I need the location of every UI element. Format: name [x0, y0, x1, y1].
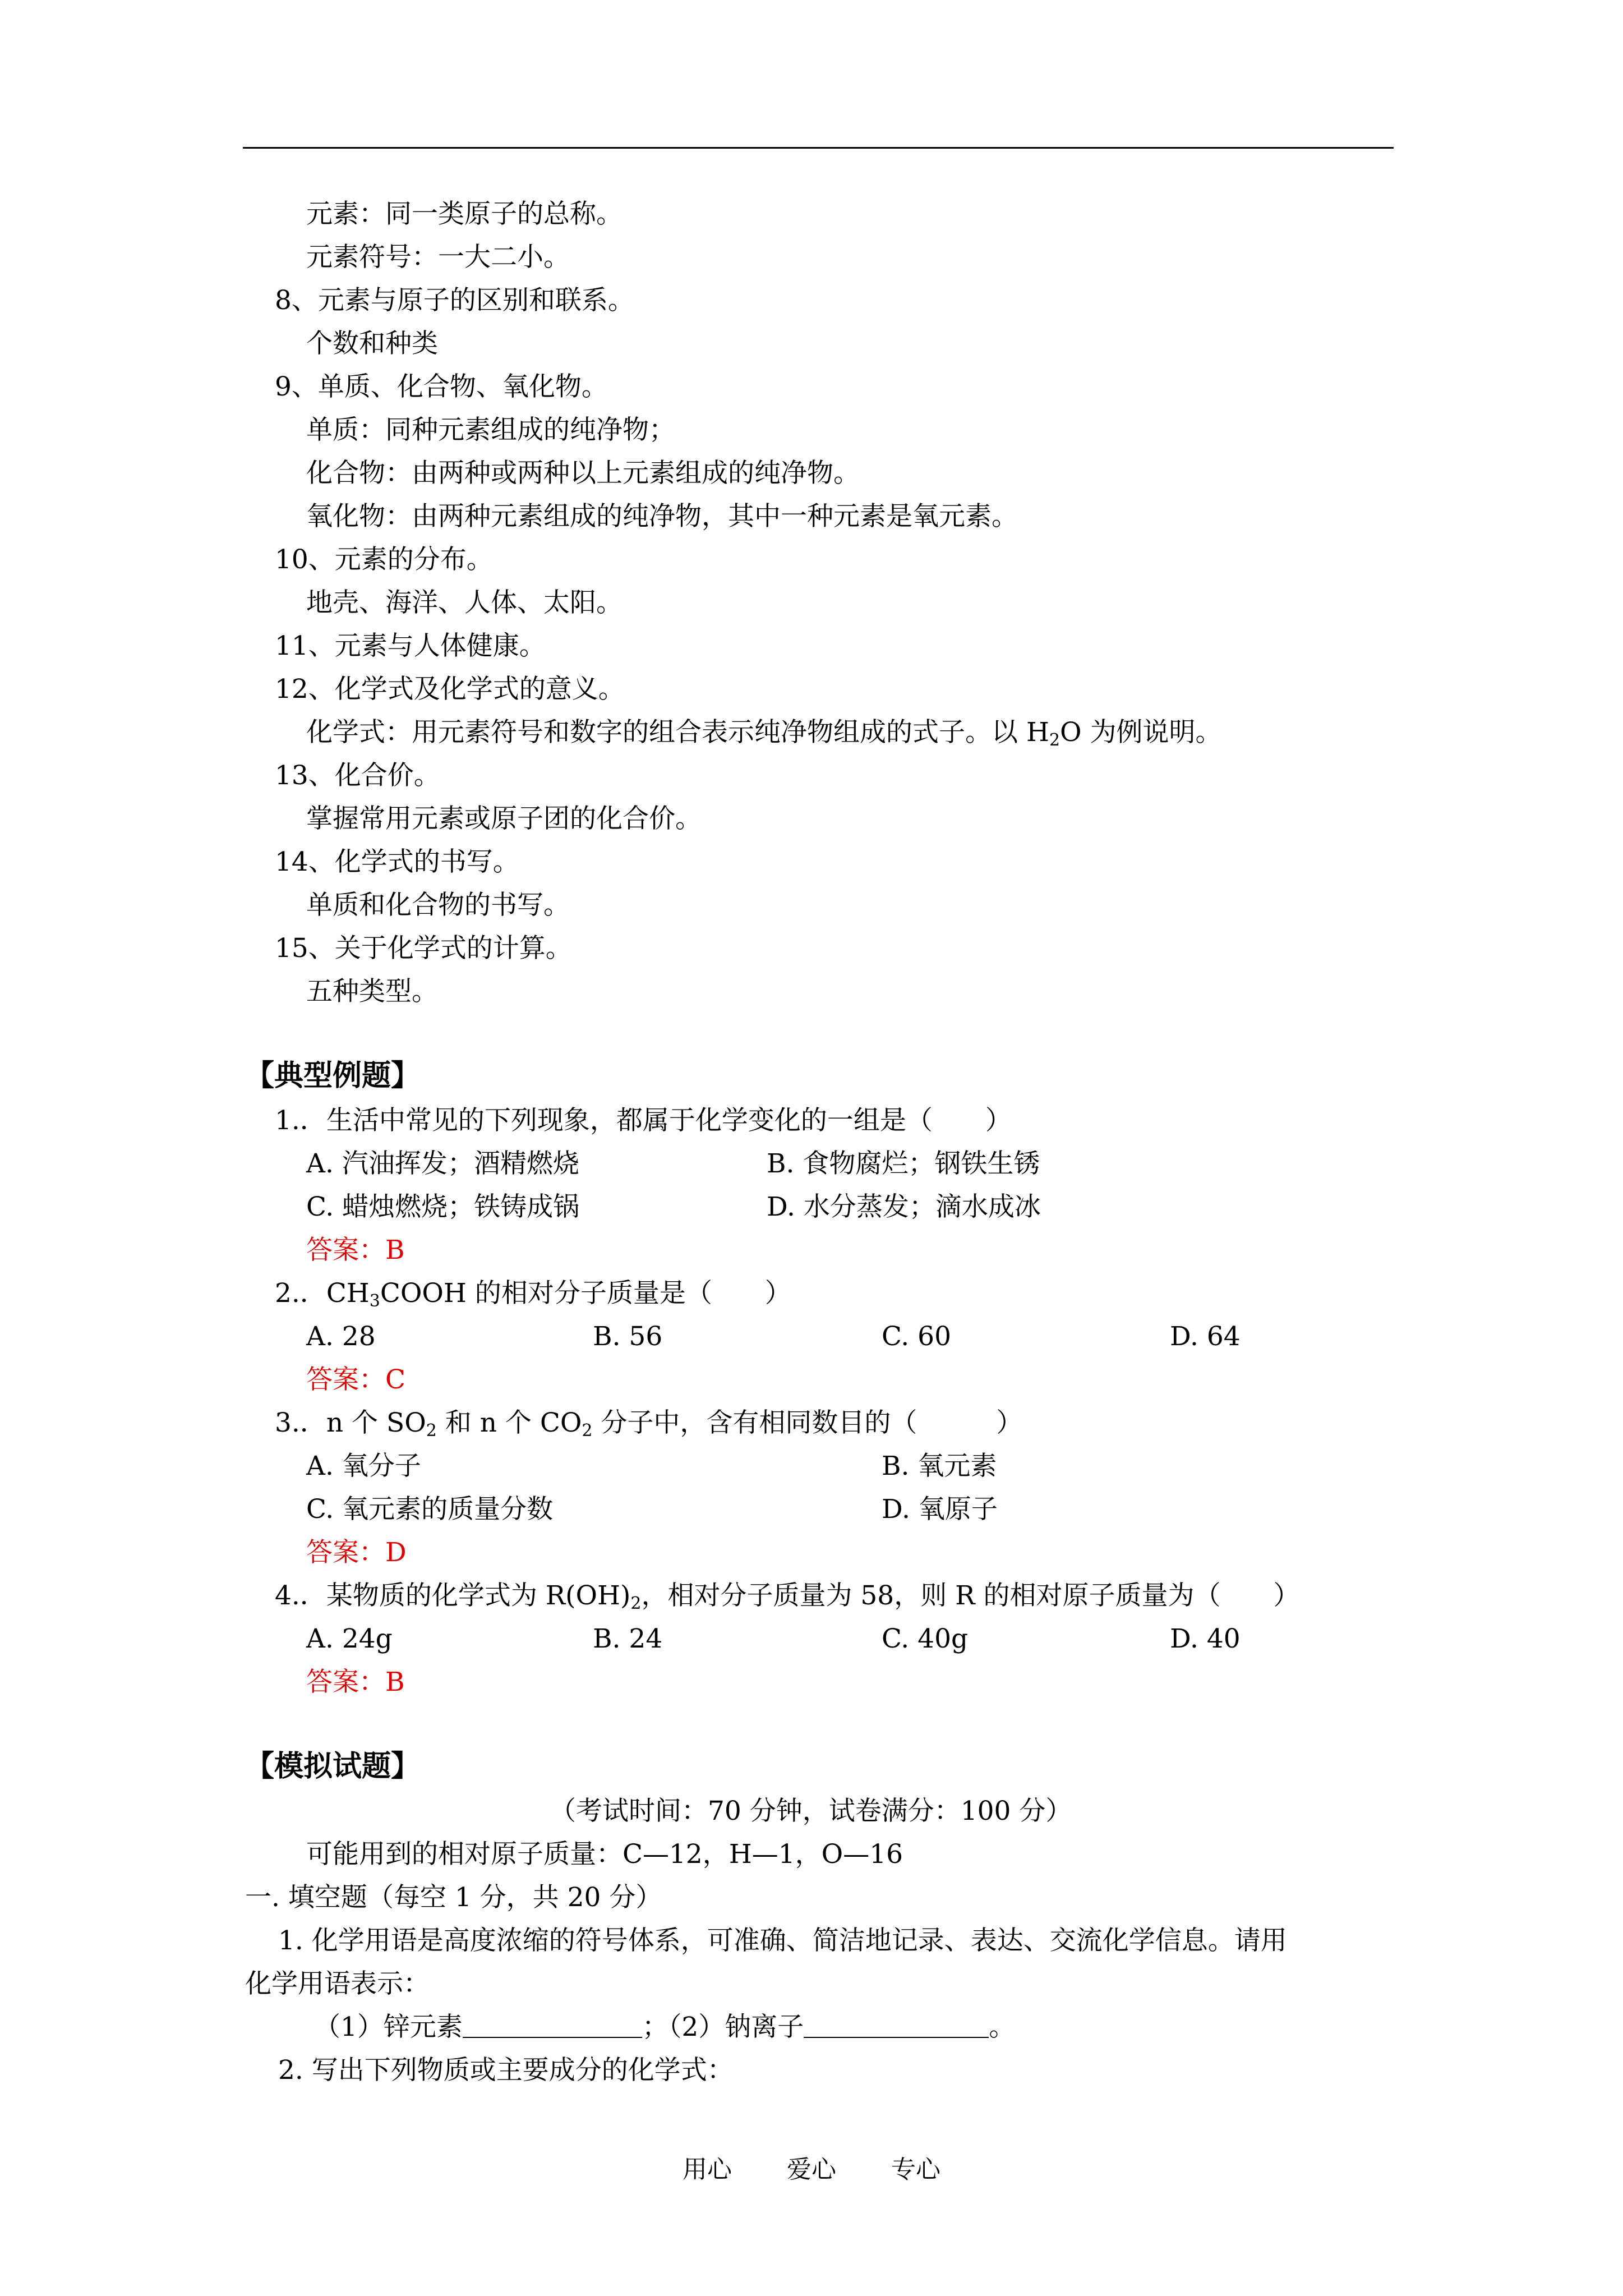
page-footer [0, 2153, 1623, 2187]
answer-blank[interactable] [804, 2014, 989, 2038]
fill-in-line: （1）锌元素 ；（2）钠离子 。 [314, 2012, 1016, 2042]
note-line: 个数和种类 [306, 328, 438, 359]
note-line: 15、关于化学式的计算。 [275, 933, 572, 964]
note-line: 元素符号：一大二小。 [306, 242, 570, 273]
footer-text: 专心 [891, 2155, 940, 2184]
note-line: 单质和化合物的书写。 [306, 890, 570, 921]
option-a: A. 汽油挥发；酒精燃烧 [306, 1148, 579, 1179]
answer: 答案：C [306, 1364, 405, 1395]
note-line: 掌握常用元素或原子团的化合价。 [306, 803, 702, 834]
option-b: B. 56 [593, 1321, 663, 1352]
note-line: 单质：同种元素组成的纯净物； [306, 415, 675, 445]
note-line: 9、单质、化合物、氧化物。 [275, 371, 608, 402]
answer: 答案：D [306, 1537, 407, 1568]
note-line: 化合物：由两种或两种以上元素组成的纯净物。 [306, 458, 860, 489]
option-c: C. 40g [882, 1623, 969, 1654]
note-line: 8、元素与原子的区别和联系。 [275, 285, 634, 316]
footer-text: 用心 [683, 2155, 732, 2184]
answer: 答案：B [306, 1235, 405, 1266]
header-rule [243, 147, 1394, 149]
exam-info: （考试时间：70 分钟，试卷满分：100 分） [550, 1796, 1072, 1826]
option-c: C. 氧元素的质量分数 [306, 1494, 554, 1525]
option-c: C. 60 [882, 1321, 951, 1352]
note-line: 10、元素的分布。 [275, 544, 493, 575]
question-stem: 2. 写出下列物质或主要成分的化学式： [278, 2055, 734, 2086]
note-line: 14、化学式的书写。 [275, 846, 519, 877]
note-line: 化学式：用元素符号和数字的组合表示纯净物组成的式子。以 $H_2O$ 为例说明。 [306, 717, 1222, 750]
question-stem: 4.．某物质的化学式为 $R(OH)_2$，相对分子质量为 58，则 R 的相对原子质量为（ ） [275, 1580, 1300, 1613]
note-line: 13、化合价。 [275, 760, 440, 791]
option-a: A. 28 [306, 1321, 376, 1352]
option-a: A. 氧分子 [306, 1451, 421, 1481]
question-stem: 1. 化学用语是高度浓缩的符号体系，可准确、简洁地记录、表达、交流化学信息。请用 [278, 1925, 1287, 1956]
option-a: A. 24g [306, 1623, 393, 1654]
question-stem: 1.．生活中常见的下列现象，都属于化学变化的一组是（ ） [275, 1105, 1012, 1136]
note-line: 地壳、海洋、人体、太阳。 [306, 587, 623, 618]
option-d: D. 氧原子 [882, 1494, 998, 1525]
question-stem: 3.．n 个 $SO_2$ 和 n 个 $CO_2$ 分子中，含有相同数目的（ ） [275, 1407, 1023, 1441]
section-heading-examples: 【典型例题】 [245, 1059, 421, 1093]
note-line: 元素：同一类原子的总称。 [306, 199, 623, 229]
note-line: 12、化学式及化学式的意义。 [275, 674, 625, 705]
option-d: D. 水分蒸发；滴水成冰 [767, 1191, 1041, 1222]
option-b: B. 食物腐烂；钢铁生锈 [767, 1148, 1040, 1179]
atomic-masses: 可能用到的相对原子质量：C—12，H—1，O—16 [306, 1839, 903, 1870]
footer-text: 爱心 [787, 2155, 836, 2184]
answer-blank[interactable] [463, 2014, 642, 2038]
option-c: C. 蜡烛燃烧；铁铸成锅 [306, 1191, 580, 1222]
note-line: 五种类型。 [306, 976, 438, 1007]
option-d: D. 40 [1170, 1623, 1241, 1654]
answer: 答案：B [306, 1667, 405, 1697]
section-heading-mock: 【模拟试题】 [245, 1749, 421, 1783]
option-b: B. 氧元素 [882, 1451, 997, 1481]
section-title: 一. 填空题（每空 1 分，共 20 分） [245, 1882, 662, 1913]
question-stem: 化学用语表示： [245, 1968, 430, 1999]
note-line: 氧化物：由两种元素组成的纯净物，其中一种元素是氧元素。 [306, 501, 1018, 532]
question-stem: 2.．$CH_3COOH$ 的相对分子质量是（ ） [275, 1278, 791, 1311]
note-line: 11、元素与人体健康。 [275, 631, 546, 661]
option-b: B. 24 [593, 1623, 663, 1654]
option-d: D. 64 [1170, 1321, 1241, 1352]
